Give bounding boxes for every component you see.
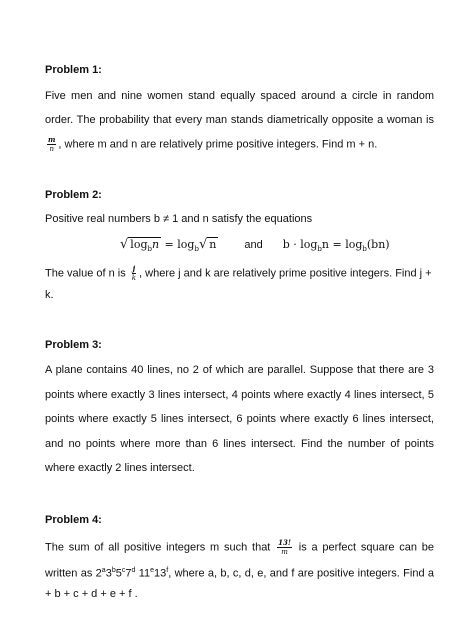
problem-2-heading: Problem 2:: [45, 189, 102, 201]
problem-3-line-2: points where exactly 3 lines intersect, 4 points where exactly 4 lines intersect, 5: [45, 389, 434, 401]
problem-2-line-4: k.: [45, 289, 54, 301]
problem-2-line-3: The value of n is $\frac{j}{k}$ , where j and k are relatively prime positive integers. Find j +: [45, 264, 432, 282]
fraction-j-over-k: $\frac{j}{k}$: [131, 264, 137, 282]
problem-2-line-1: Positive real numbers b ≠ 1 and n satisfy the equations: [45, 213, 313, 225]
fraction-numerator: m: [48, 135, 56, 144]
problem-1-line-2: order. The probability that every man stands diametrically opposite a woman is: [45, 114, 434, 126]
problem-4-line-3: + b + c + d + e + f .: [45, 588, 138, 600]
sqrt-radicand: $\log_bn$: [130, 238, 160, 254]
sqrt-symbol: √: [120, 237, 129, 252]
equation-and: and: [244, 239, 263, 251]
problem-4-line-2: written as 2$^a$3$^b$5$^c$7$^d$ 11e13$^f$, where a, b, c, d, e, and f are positive integers. Find a: [45, 567, 434, 580]
problem-1-line-3-text: , where m and n are relatively prime positive integers. Find m + n.: [58, 138, 378, 151]
problem-3-line-5: where exactly 2 lines intersect.: [45, 462, 195, 474]
problem-4-line-1: The sum of all positive integers m such that $\frac{13!}{m}$ is a perfect square can be: [45, 538, 435, 556]
problem-2-equations: √ $\log_bn = \log_b√$ n and $b \cdot \log_bn = \log_b(bn)$: [120, 237, 390, 254]
problem-3-line-4: and no points where more than 6 lines intersect. Find the number of points: [45, 438, 434, 450]
problem-3-line-3: points where exactly 5 lines intersect, 6 points where exactly 6 lines intersect,: [45, 413, 434, 425]
problem-3-heading: Problem 3:: [45, 339, 102, 351]
fraction-denominator: n: [49, 145, 54, 153]
problem-1-line-3: [45, 136, 434, 153]
problem-1-line-1: Five men and nine women stand equally spaced around a circle in random: [45, 90, 434, 102]
sqrt-radicand: n: [209, 238, 217, 251]
problem-3-line-1: A plane contains 40 lines, no 2 of which are parallel. Suppose that there are 3: [45, 364, 434, 376]
sqrt-symbol: √: [198, 237, 208, 252]
problem-4-heading: Problem 4:: [45, 514, 102, 526]
fraction-13-factorial-over-m: $\frac{13!}{m}$: [278, 538, 291, 556]
problem-1-heading: Problem 1:: [45, 64, 102, 76]
fraction-m-over-n: [47, 136, 56, 153]
